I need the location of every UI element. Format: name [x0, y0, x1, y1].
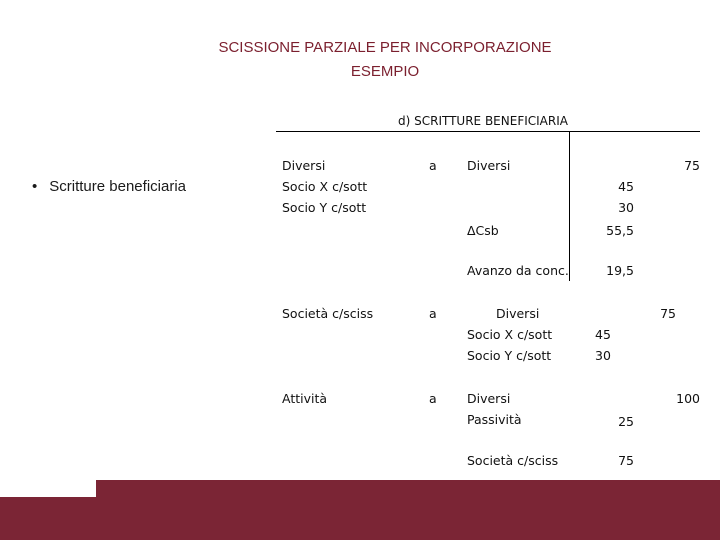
table-heading: d) SCRITTURE BENEFICIARIA	[398, 114, 568, 128]
slide-title	[120, 36, 650, 84]
bullet-text: Scritture beneficiaria	[49, 178, 186, 195]
e1-total: 75	[684, 158, 700, 173]
e3-a: a	[429, 391, 437, 406]
e2-total: 75	[660, 306, 676, 321]
e1-avanzo: Avanzo da conc.	[467, 263, 569, 278]
title-line-2: ESEMPIO	[350, 63, 420, 80]
bullet-item	[32, 178, 186, 195]
footer-bar	[0, 480, 720, 540]
e1-credit-main: Diversi	[467, 158, 511, 173]
e1-avanzo-value: 19,5	[606, 263, 634, 278]
e3-credit-2: Passività	[467, 412, 522, 427]
e2-debit: Società c/sciss	[282, 306, 374, 321]
e2-a: a	[429, 306, 437, 321]
e3-total: 100	[676, 391, 700, 406]
e2-credit-line-2: Socio X c/sott	[467, 327, 553, 342]
e3-credit-1: Diversi	[467, 391, 511, 406]
table-divider	[569, 131, 570, 281]
e3-credit-3: Società c/sciss	[467, 453, 559, 468]
e2-credit-line-1: Diversi	[496, 306, 540, 321]
e1-acsb-value: 55,5	[606, 223, 634, 238]
table-top-rule	[276, 131, 700, 132]
e3-debit: Attività	[282, 391, 328, 406]
e1-debit-line-1: Diversi	[282, 158, 326, 173]
e1-amt-1: 45	[618, 179, 634, 194]
e3-value-3: 75	[618, 453, 634, 468]
bullet-marker: •	[32, 178, 38, 195]
e3-value-2: 25	[618, 414, 634, 429]
footer-notch	[0, 480, 96, 497]
e1-debit-line-3: Socio Y c/sott	[282, 200, 367, 215]
e1-amt-2: 30	[618, 200, 634, 215]
e1-acsb: ΔCsb	[467, 223, 499, 238]
e1-debit-line-2: Socio X c/sott	[282, 179, 368, 194]
title-line-1: SCISSIONE PARZIALE PER INCORPORAZIONE	[218, 39, 552, 56]
e2-amt-1: 45	[595, 327, 611, 342]
e1-a: a	[429, 158, 437, 173]
e2-amt-2: 30	[595, 348, 611, 363]
e2-credit-line-3: Socio Y c/sott	[467, 348, 552, 363]
